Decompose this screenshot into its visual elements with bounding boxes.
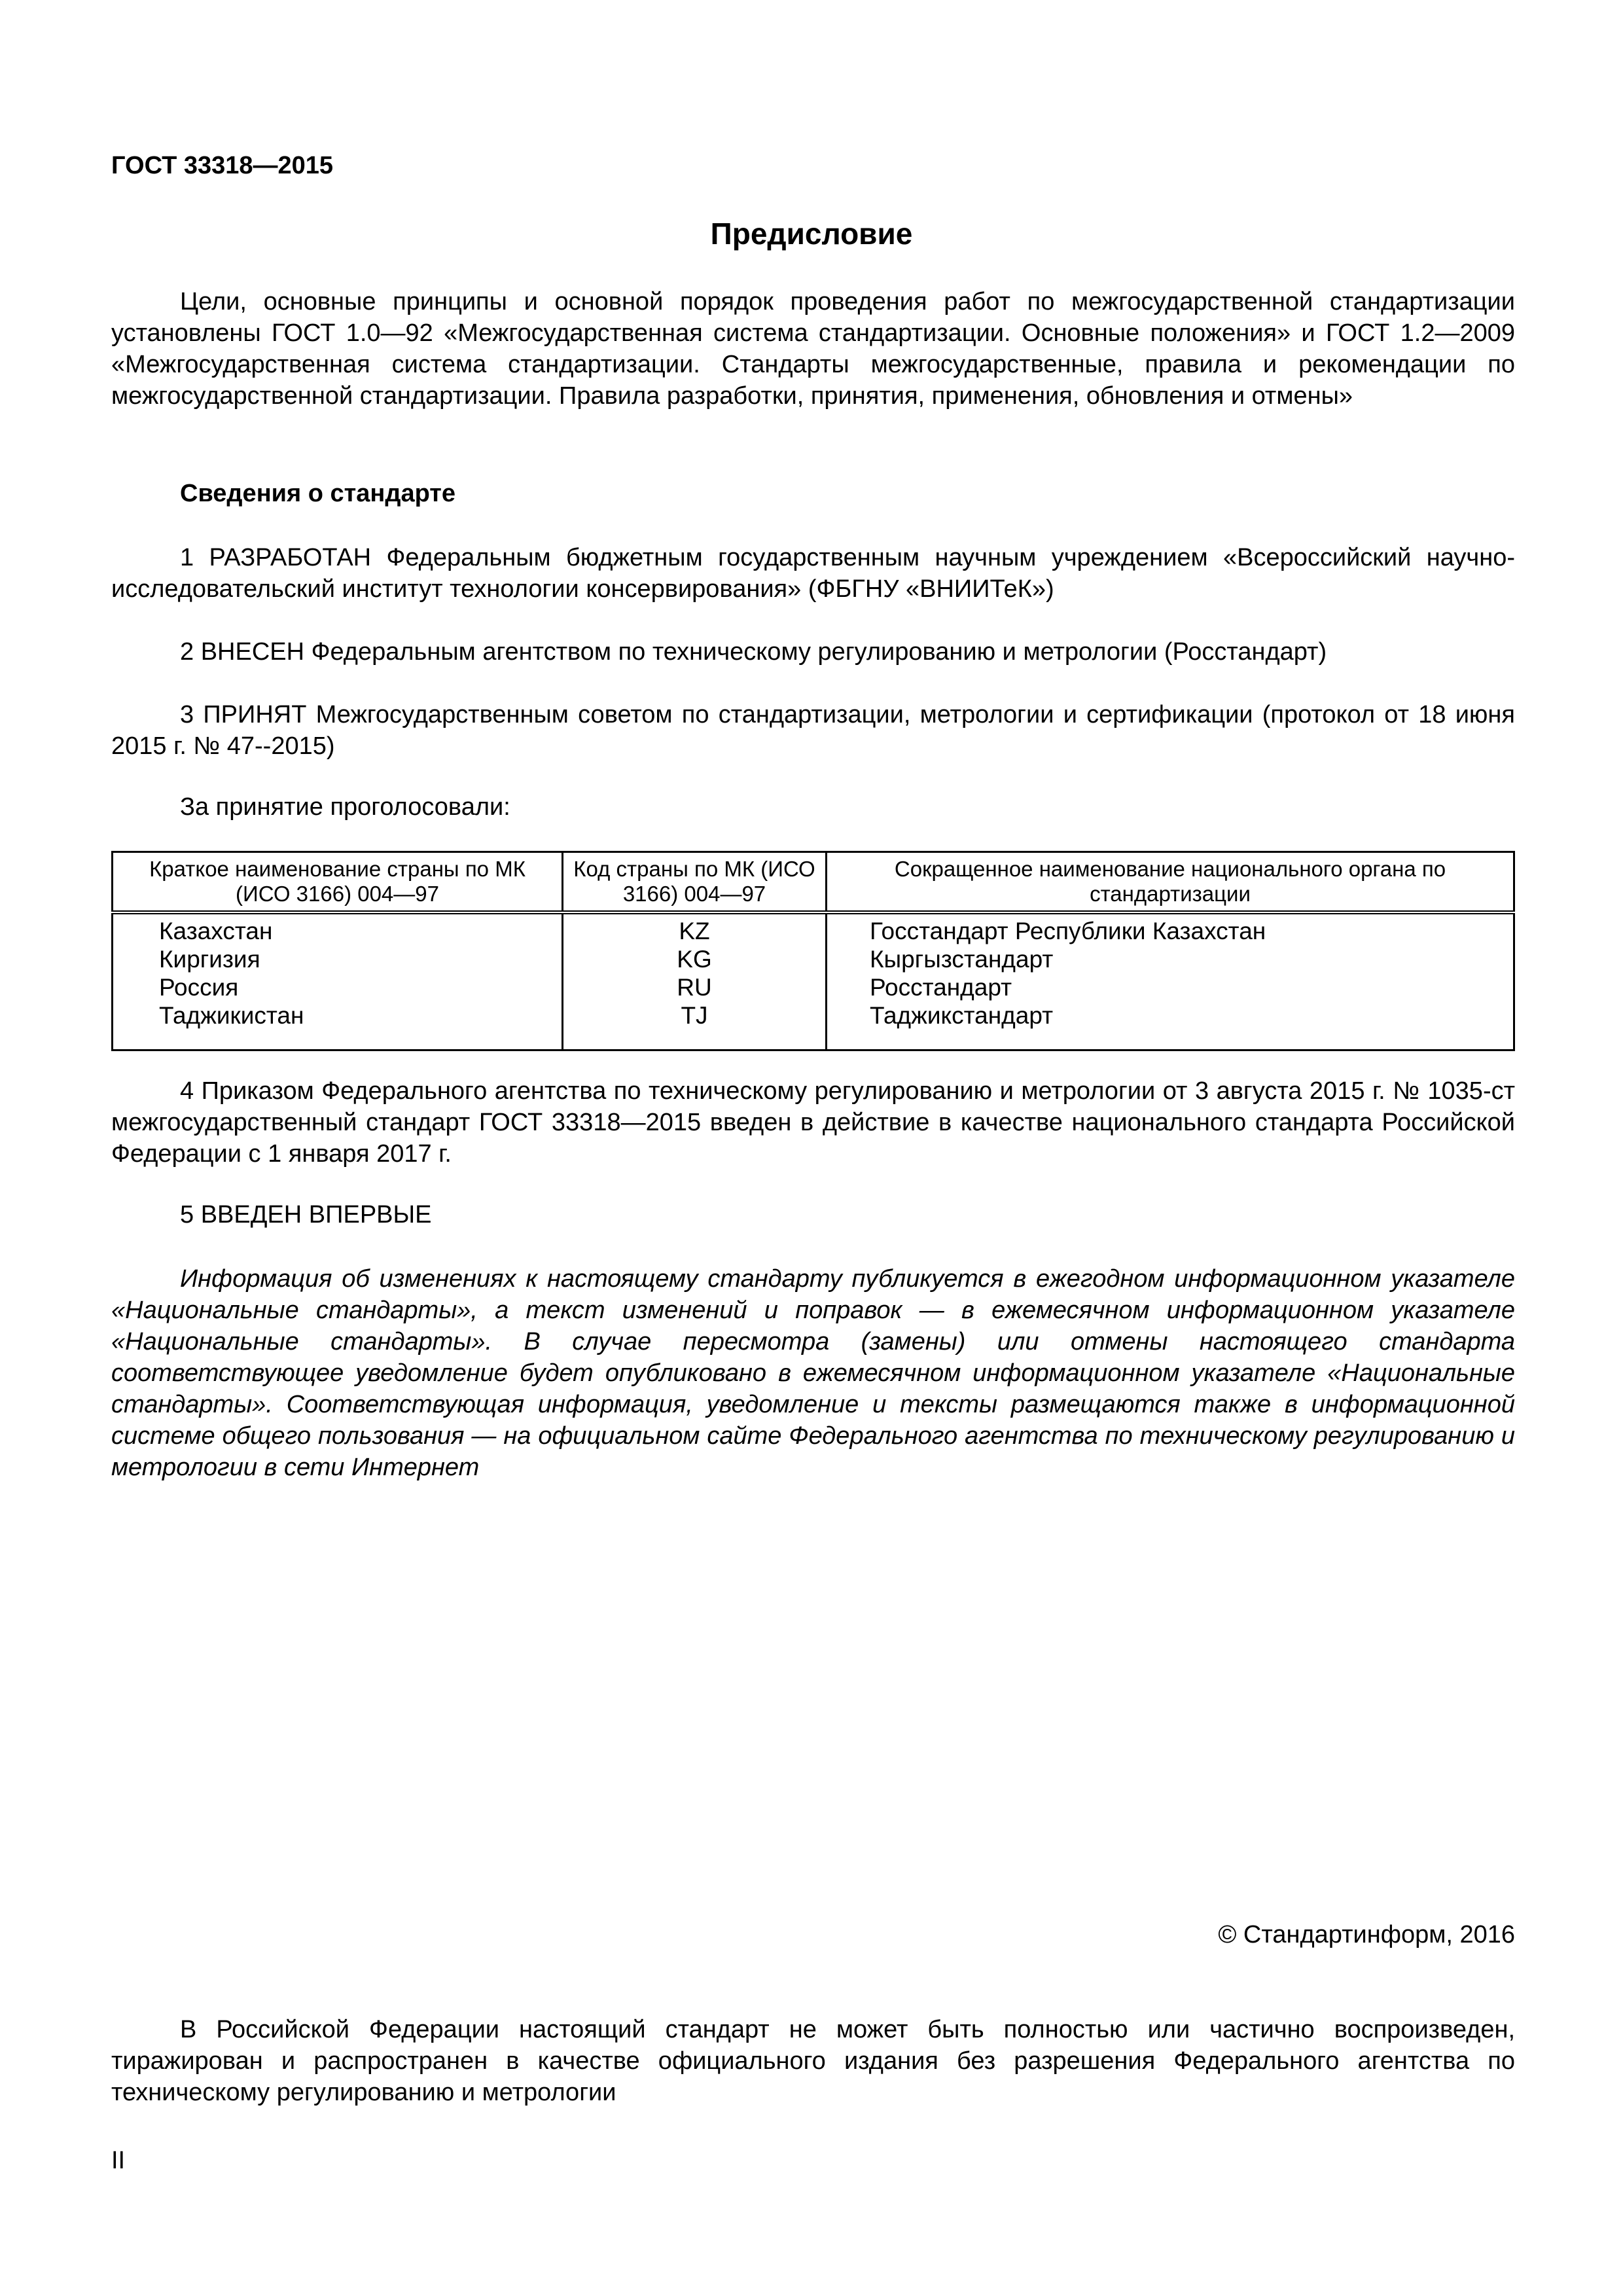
table-row	[113, 945, 1514, 973]
standards-body: Кыргызстандарт	[827, 945, 1514, 973]
voted-label: За принятие проголосовали:	[180, 793, 510, 821]
table-row	[113, 1001, 1514, 1050]
section-heading: Сведения о стандарте	[180, 480, 456, 507]
table-row	[113, 973, 1514, 1001]
country-name: Казахстан	[113, 912, 563, 945]
country-name: Киргизия	[113, 945, 563, 973]
countries-table	[111, 851, 1515, 1051]
copyright: © Стандартинформ, 2016	[1218, 1921, 1515, 1948]
item-introduced: 2 ВНЕСЕН Федеральным агентством по техническому регулированию и метрологии (Росстандарт)	[180, 638, 1327, 666]
table-header-row	[113, 852, 1514, 913]
standards-body: Госстандарт Республики Казахстан	[827, 912, 1514, 945]
column-header-country: Краткое наименование страны по МК (ИСО 3166) 004—97	[113, 852, 563, 913]
column-header-code: Код страны по МК (ИСО 3166) 004—97	[563, 852, 827, 913]
column-header-body: Сокращенное наименование национального органа по стандартизации	[827, 852, 1514, 913]
country-code: KZ	[563, 912, 827, 945]
country-code: KG	[563, 945, 827, 973]
doc-code: ГОСТ 33318—2015	[111, 152, 334, 179]
reproduction-notice: В Российской Федерации настоящий стандарт не может быть полностью или частично воспроизведен, тиражирован и распространен в качестве официального издания без разрешения Федерального агентства по техническому регулированию и метрологии	[111, 2016, 1515, 2106]
item-first-introduced: 5 ВВЕДЕН ВПЕРВЫЕ	[180, 1201, 432, 1229]
page-title: Предисловие	[710, 217, 913, 251]
country-name: Таджикистан	[113, 1001, 563, 1050]
country-name: Россия	[113, 973, 563, 1001]
table-row	[113, 912, 1514, 945]
item-enactment: 4 Приказом Федерального агентства по техническому регулированию и метрологии от 3 августа 2015 г. № 1035-ст межгосударственный стандарт ГОСТ 33318—2015 введен в действие в качестве национального стандарта Российской Федерации с 1 января 2017 г.	[111, 1077, 1515, 1168]
amendments-info: Информация об изменениях к настоящему стандарту публикуется в ежегодном информационном указателе «Национальные стандарты», а текст изменений и поправок — в ежемесячном информационном указателе «Национальные стандарты». В случае пересмотра (замены) или отмены настоящего стандарта соответствующее уведомление будет опубликовано в ежемесячном информационном указателе «Национальные стандарты». Соответствующая информация, уведомление и тексты размещаются также в информационной системе общего пользования — на официальном сайте Федерального агентства по техническому регулированию и метрологии в сети Интернет	[111, 1265, 1515, 1481]
country-code: TJ	[563, 1001, 827, 1050]
page-number: II	[111, 2147, 126, 2174]
country-code: RU	[563, 973, 827, 1001]
intro-paragraph: Цели, основные принципы и основной порядок проведения работ по межгосударственной стандартизации установлены ГОСТ 1.0—92 «Межгосударственная система стандартизации. Основные положения» и ГОСТ 1.2—2009 «Межгосударственная система стандартизации. Стандарты межгосударственные, правила и рекомендации по межгосударственной стандартизации. Правила разработки, принятия, применения, обновления и отмены»	[111, 288, 1515, 410]
item-adopted: 3 ПРИНЯТ Межгосударственным советом по стандартизации, метрологии и сертификации (протокол от 18 июня 2015 г. № 47--2015)	[111, 701, 1515, 760]
standards-body: Росстандарт	[827, 973, 1514, 1001]
standards-body: Таджикстандарт	[827, 1001, 1514, 1050]
item-developed: 1 РАЗРАБОТАН Федеральным бюджетным государственным научным учреждением «Всероссийский научно-исследовательский институт технологии консервирования» (ФБГНУ «ВНИИТеК»)	[111, 544, 1515, 603]
